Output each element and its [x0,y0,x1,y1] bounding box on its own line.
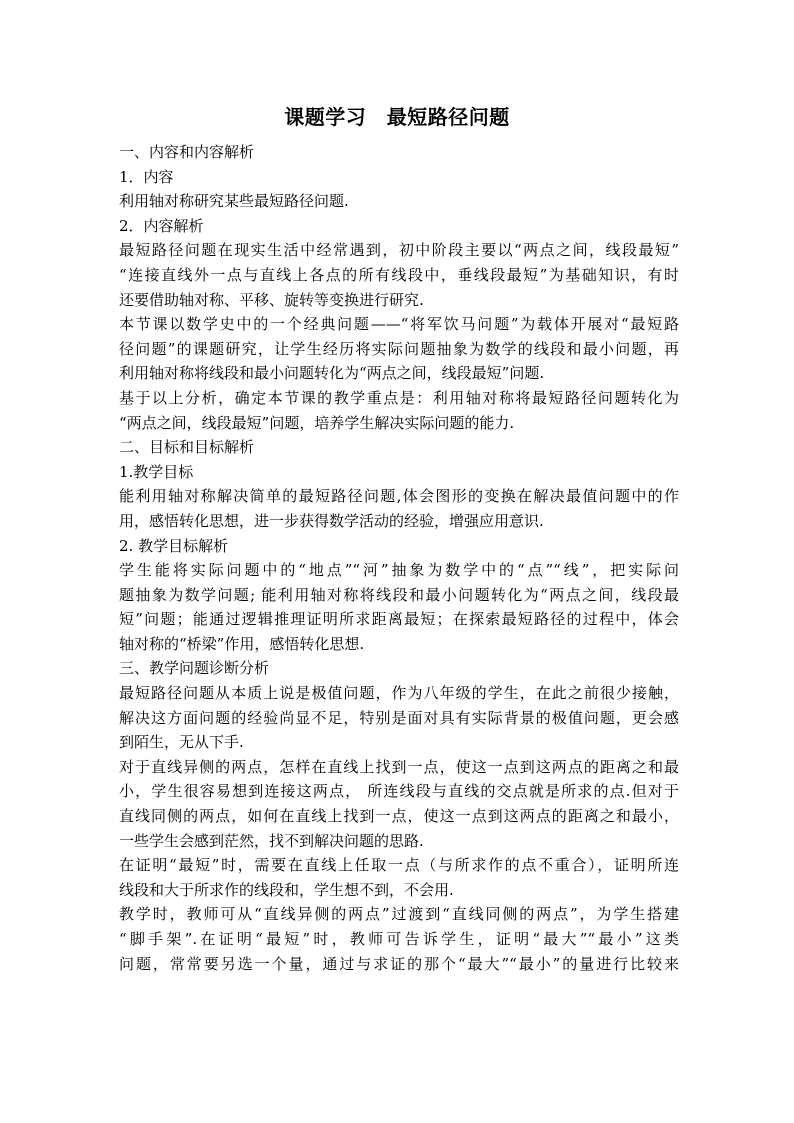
text-line: 到陌生，无从下手. [119,733,244,752]
text-line: 最短路径问题从本质上说是极值问题，作为八年级的学生，在此之前很少接触， [119,684,679,703]
text-line: “连接直线外一点与直线上各点的所有线段中，垂线段最短”为基础知识，有时 [119,265,679,284]
text-line: 短”问题；能通过逻辑推理证明所求距离最短；在探索最短路径的过程中，体会 [119,610,679,629]
text-line: 径问题”的课题研究，让学生经历将实际问题抽象为数学的线段和最小问题，再 [119,339,679,358]
text-line: “两点之间，线段最短”问题，培养学生解决实际问题的能力. [119,413,515,432]
text-line: 还要借助轴对称、平移、旋转等变换进行研究. [119,290,424,309]
text-line: 小，学生很容易想到连接这两点， 所连线段与直线的交点就是所求的点.但对于 [119,782,679,801]
text-line: 解决这方面问题的经验尚显不足，特别是面对具有实际背景的极值问题，更会感 [119,708,679,727]
subsection-heading: 2. 教学目标解析 [119,536,229,555]
text-line: 轴对称的“桥梁”作用，感悟转化思想. [119,634,365,653]
text-line: 教学时，教师可从“直线异侧的两点”过渡到“直线同侧的两点”，为学生搭建 [119,905,679,924]
text-line: 线段和大于所求作的线段和，学生想不到，不会用. [119,880,454,899]
text-line: 直线同侧的两点，如何在直线上找到一点，使这一点到这两点的距离之和最小， [119,807,679,826]
text-line: 本节课以数学史中的一个经典问题——“将军饮马问题”为载体开展对“最短路 [119,315,679,334]
text-line: 一些学生会感到茫然，找不到解决问题的思路. [119,831,424,850]
subsection-heading: 1.教学目标 [119,462,194,481]
subsection-heading: 1．内容 [119,167,174,186]
text-line: 问题，常常要另选一个量，通过与求证的那个“最大”“最小”的量进行比较来 [119,954,679,973]
section-heading: 二、目标和目标解析 [119,438,255,457]
text-line: 学生能将实际问题中的“地点”“河”抽象为数学中的“点”“线”，把实际问 [119,561,679,580]
section-heading: 三、教学问题诊断分析 [119,659,270,678]
text-line: 在证明“最短”时，需要在直线上任取一点（与所求作的点不重合），证明所连 [119,856,679,875]
text-line: 利用轴对称将线段和最小问题转化为“两点之间，线段最短”问题. [119,364,545,383]
text-line: 用，感悟转化思想，进一步获得数学活动的经验，增强应用意识. [119,511,544,530]
text-line: 对于直线异侧的两点，怎样在直线上找到一点，使这一点到这两点的距离之和最 [119,757,679,776]
text-line: 题抽象为数学问题; 能利用轴对称将线段和最小问题转化为“两点之间，线段最 [119,585,679,604]
document-title: 课题学习 最短路径问题 [284,105,510,129]
text-line: 最短路径问题在现实生活中经常遇到，初中阶段主要以“两点之间，线段最短” [119,241,679,260]
subsection-heading: 2．内容解析 [119,216,204,235]
document-body [119,140,679,976]
text-line: 基于以上分析，确定本节课的教学重点是：利用轴对称将最短路径问题转化为 [119,388,679,407]
text-line: 利用轴对称研究某些最短路径问题. [119,192,349,211]
section-heading: 一、内容和内容解析 [119,143,255,161]
text-line: “脚手架”.在证明“最短”时，教师可告诉学生，证明“最大”“最小”这类 [119,930,679,948]
text-line: 能利用轴对称解决简单的最短路径问题,体会图形的变换在解决最值问题中的作 [119,487,679,506]
